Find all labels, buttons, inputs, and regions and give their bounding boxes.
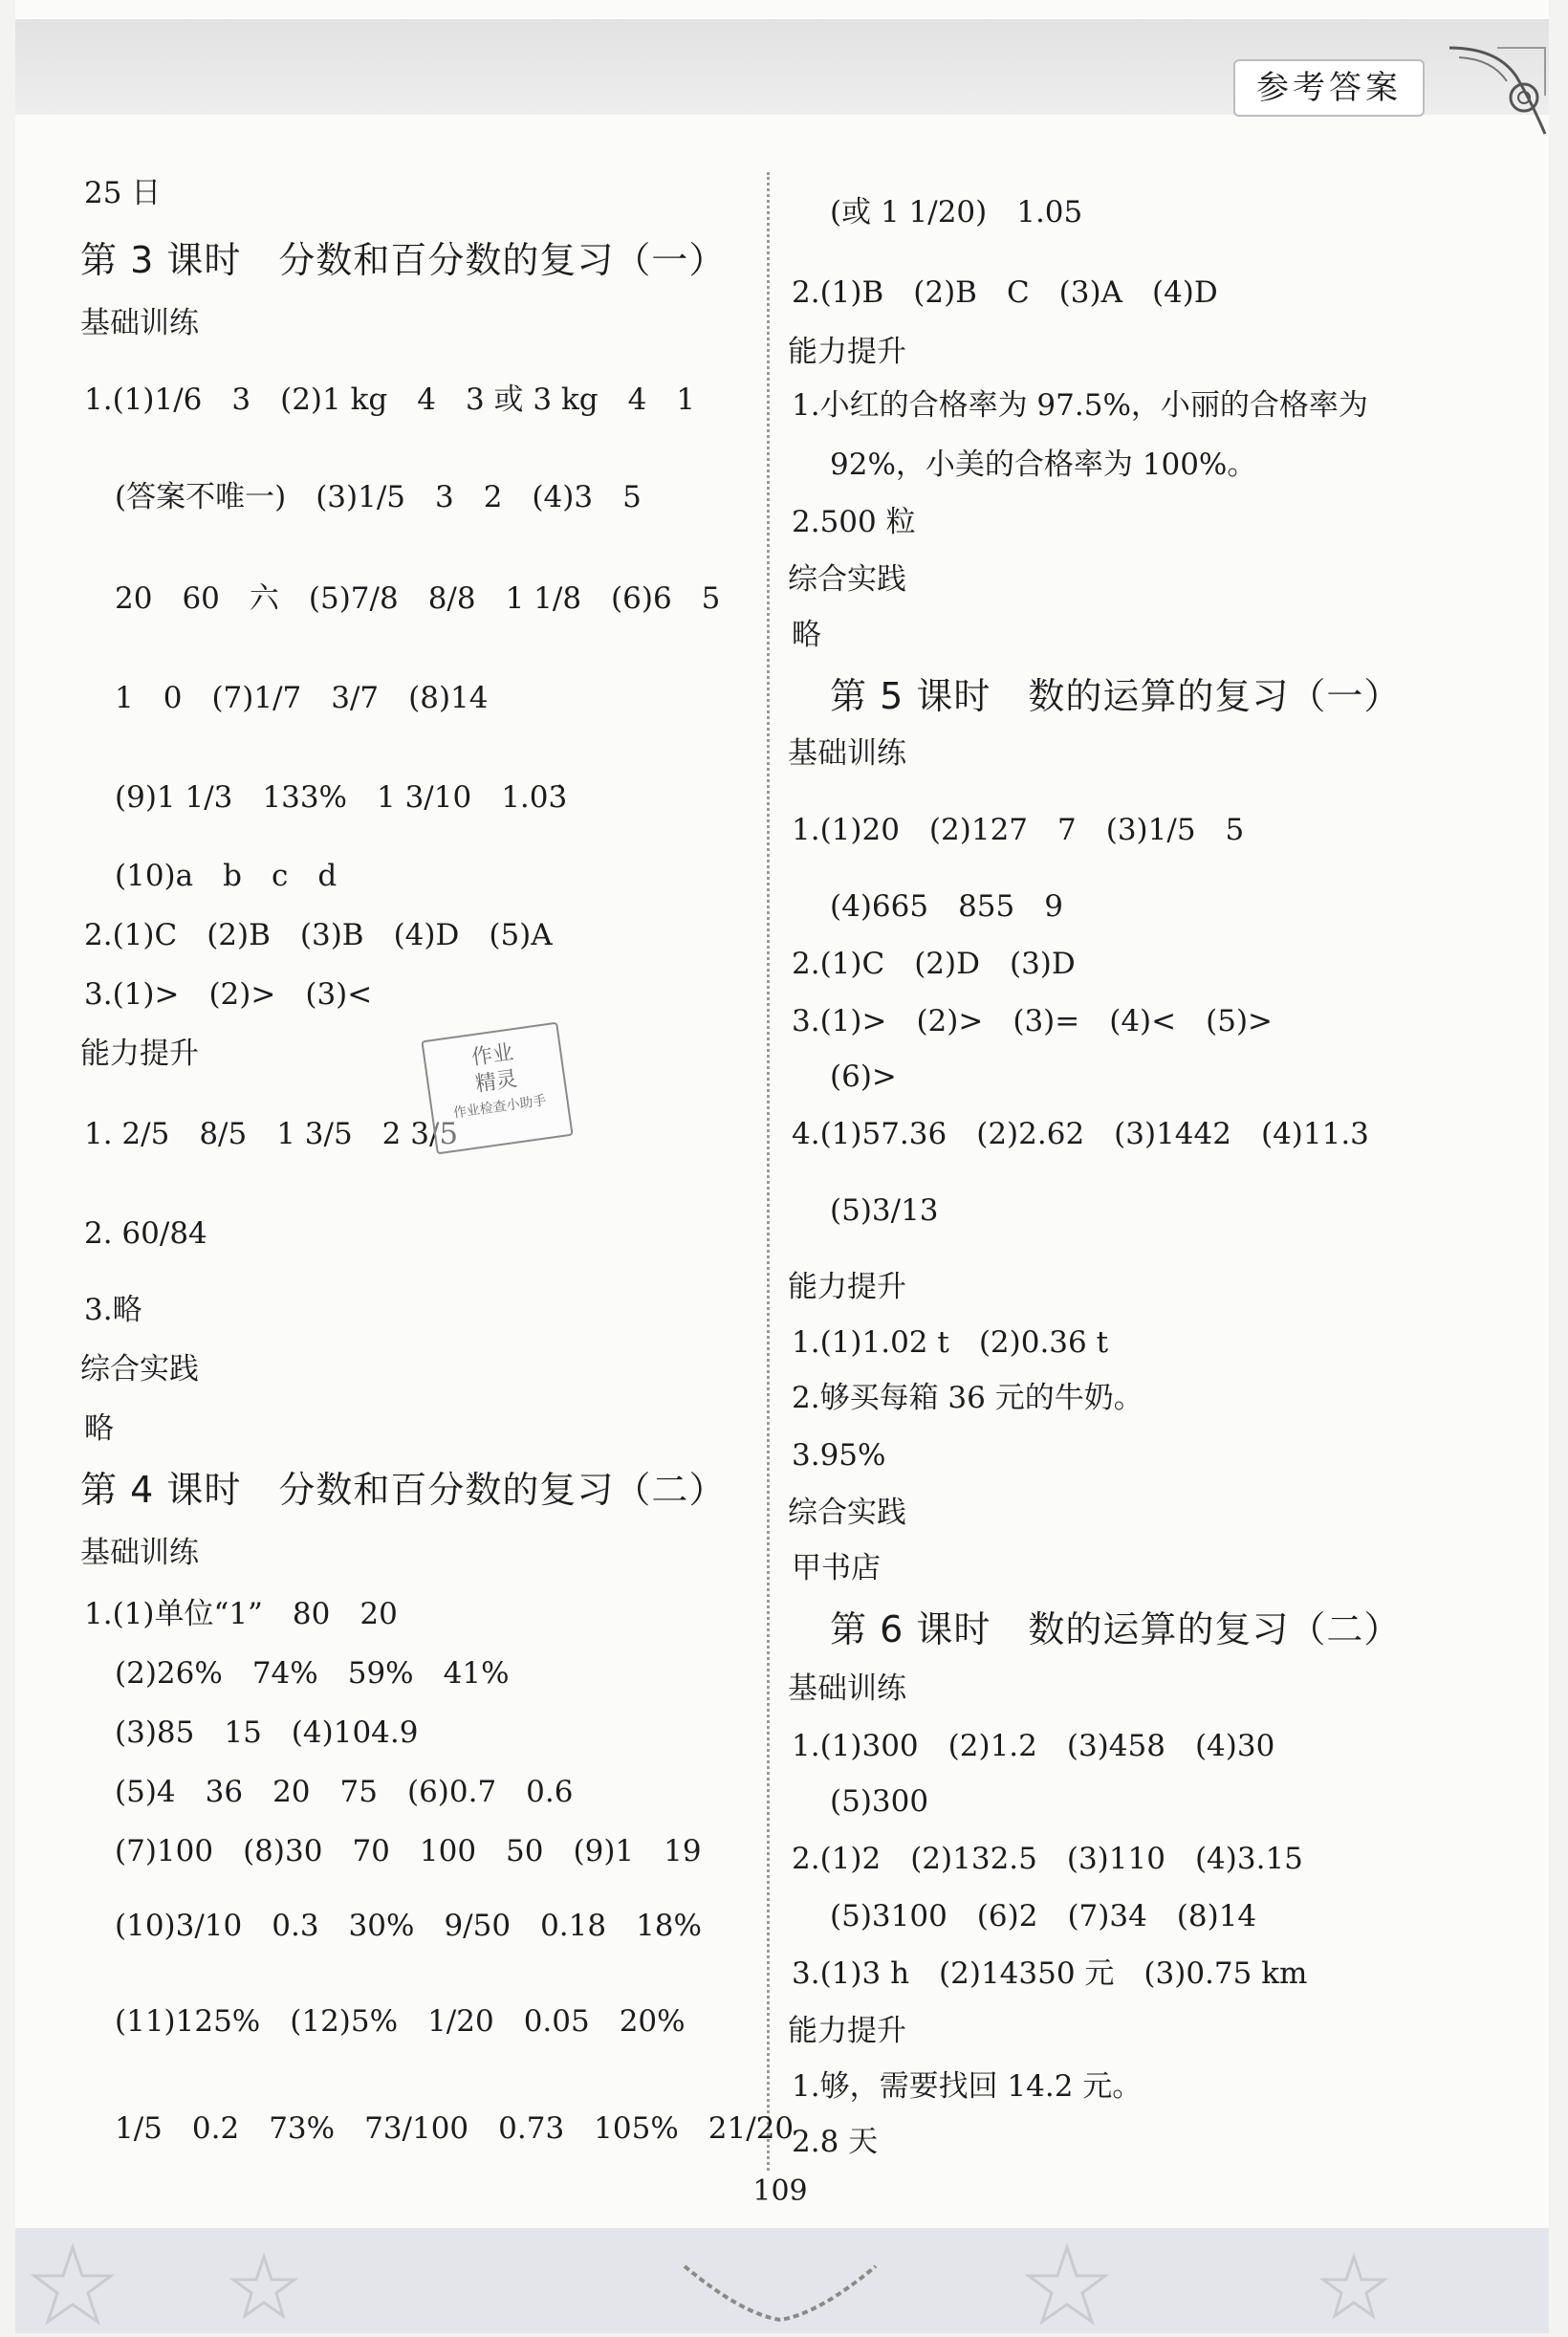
answer-line: 2.(1)2 (2)132.5 (3)110 (4)3.15 bbox=[792, 1842, 1303, 1876]
answer-line: (9)1 1/3 133% 1 3/10 1.03̇ bbox=[115, 780, 568, 815]
answer-line: 1.(1)1.02 t (2)0.36 t bbox=[792, 1325, 1109, 1360]
answer-line: 2.(1)C (2)D (3)D bbox=[792, 947, 1076, 981]
answer-line: (5)4 36 20 75 (6)0.7 0.6 bbox=[115, 1775, 574, 1809]
footer-band bbox=[15, 2228, 1549, 2333]
page-number: 109 bbox=[752, 2174, 808, 2208]
section-heading: 能力提升 bbox=[80, 1037, 199, 1071]
answer-line: 3.(1)> (2)> (3)= (4)< (5)> bbox=[792, 1004, 1274, 1038]
answer-line: (3)85 15 (4)104.9 bbox=[115, 1715, 419, 1750]
column-divider bbox=[767, 172, 770, 2171]
answer-line: 2.(1)C (2)B (3)B (4)D (5)A bbox=[84, 918, 553, 952]
section-heading: 综合实践 bbox=[788, 562, 906, 597]
answer-line: 2.500 粒 bbox=[792, 505, 916, 539]
answer-line: 3.略 bbox=[84, 1293, 142, 1327]
answer-line: 1.够，需要找回 14.2 元。 bbox=[792, 2069, 1143, 2104]
watermark-stamp: 作业 精灵 作业检查小助手 bbox=[421, 1022, 573, 1155]
section-heading: 综合实践 bbox=[788, 1496, 906, 1530]
page bbox=[15, 0, 1549, 2333]
answer-key-label: 参考答案 bbox=[1233, 59, 1425, 117]
answer-line: (答案不唯一) (3)1/5 3 2 (4)3 5 bbox=[115, 480, 642, 514]
answer-line: (6)> bbox=[830, 1059, 897, 1094]
section-heading: 能力提升 bbox=[788, 2014, 906, 2048]
answer-line: (4)665 855 9 bbox=[830, 889, 1063, 924]
answer-line: 1.(1)20 (2)127 7 (3)1/5 5 bbox=[792, 813, 1245, 847]
answer-line: 2.8 天 bbox=[792, 2125, 879, 2159]
section-heading: 能力提升 bbox=[788, 1270, 906, 1304]
answer-line: (或 1 1/20) 1.05 bbox=[830, 195, 1083, 229]
answer-line: 2.(1)B (2)B C (3)A (4)D bbox=[792, 275, 1218, 310]
section-heading: 基础训练 bbox=[80, 1536, 199, 1570]
answer-line: 3.(1)3 h (2)14350 元 (3)0.75 km bbox=[792, 1956, 1308, 1991]
answer-line: 92%，小美的合格率为 100%。 bbox=[830, 448, 1257, 482]
lesson-title: 第 5 课时 数的运算的复习（一） bbox=[830, 675, 1402, 717]
section-heading: 能力提升 bbox=[788, 335, 906, 369]
corner-ornament-icon bbox=[1440, 38, 1555, 143]
answer-line: (10)3/10 0.3 30% 9/50 0.18 18% bbox=[115, 1909, 702, 1943]
answer-line: 2. 60/84 bbox=[84, 1216, 207, 1251]
answer-line: (2)26% 74% 59% 41% bbox=[115, 1656, 510, 1691]
text-line: 25 日 bbox=[84, 176, 162, 210]
lesson-title: 第 3 课时 分数和百分数的复习（一） bbox=[80, 239, 727, 281]
section-heading: 基础训练 bbox=[80, 306, 199, 340]
answer-line: (7)100 (8)30 70 100 50 (9)1 19 bbox=[115, 1834, 702, 1868]
lesson-title: 第 6 课时 数的运算的复习（二） bbox=[830, 1608, 1402, 1650]
answer-line: 1 0 (7)1/7 3/7 (8)14 bbox=[115, 681, 489, 715]
answer-line: 3.95% bbox=[792, 1438, 886, 1473]
answer-line: (5)3100 (6)2 (7)34 (8)14 bbox=[830, 1899, 1257, 1933]
answer-line: 4.(1)57.36 (2)2.62 (3)1442 (4)11.3 bbox=[792, 1117, 1369, 1151]
section-heading: 基础训练 bbox=[788, 736, 906, 771]
section-heading: 综合实践 bbox=[80, 1352, 199, 1387]
answer-line: 1.(1)1/6 3 (2)1 kg 4 3 或 3 kg 4 1 bbox=[84, 382, 696, 417]
answer-line: 1.(1)300 (2)1.2 (3)458 (4)30 bbox=[792, 1729, 1275, 1763]
answer-line: 1. 2/5 8/5 1 3/5 2 3/5 bbox=[84, 1117, 459, 1151]
answer-line: (5)3/13 bbox=[830, 1193, 939, 1228]
answer-line: (10)a b c d bbox=[115, 859, 338, 893]
answer-line: (5)300 bbox=[830, 1784, 929, 1819]
answer-line: 20 60 六 (5)7/8 8/8 1 1/8 (6)6 5 bbox=[115, 581, 721, 616]
answer-line: 1.小红的合格率为 97.5%，小丽的合格率为 bbox=[792, 388, 1368, 423]
answer-line: 1/5 0.2 73% 73/100 0.73 105% 21/20 bbox=[115, 2111, 795, 2146]
answer-line: (11)125% (12)5% 1/20 0.05 20% bbox=[115, 2004, 686, 2039]
answer-line: 略 bbox=[792, 618, 821, 652]
answer-line: 甲书店 bbox=[792, 1551, 881, 1585]
answer-line: 2.够买每箱 36 元的牛奶。 bbox=[792, 1381, 1143, 1415]
answer-line: 3.(1)> (2)> (3)< bbox=[84, 977, 373, 1012]
star-pattern-icon bbox=[15, 2228, 1549, 2333]
lesson-title: 第 4 课时 分数和百分数的复习（二） bbox=[80, 1469, 727, 1511]
answer-line: 略 bbox=[84, 1411, 114, 1446]
section-heading: 基础训练 bbox=[788, 1671, 906, 1706]
answer-line: 1.(1)单位“1” 80 20 bbox=[84, 1597, 398, 1631]
